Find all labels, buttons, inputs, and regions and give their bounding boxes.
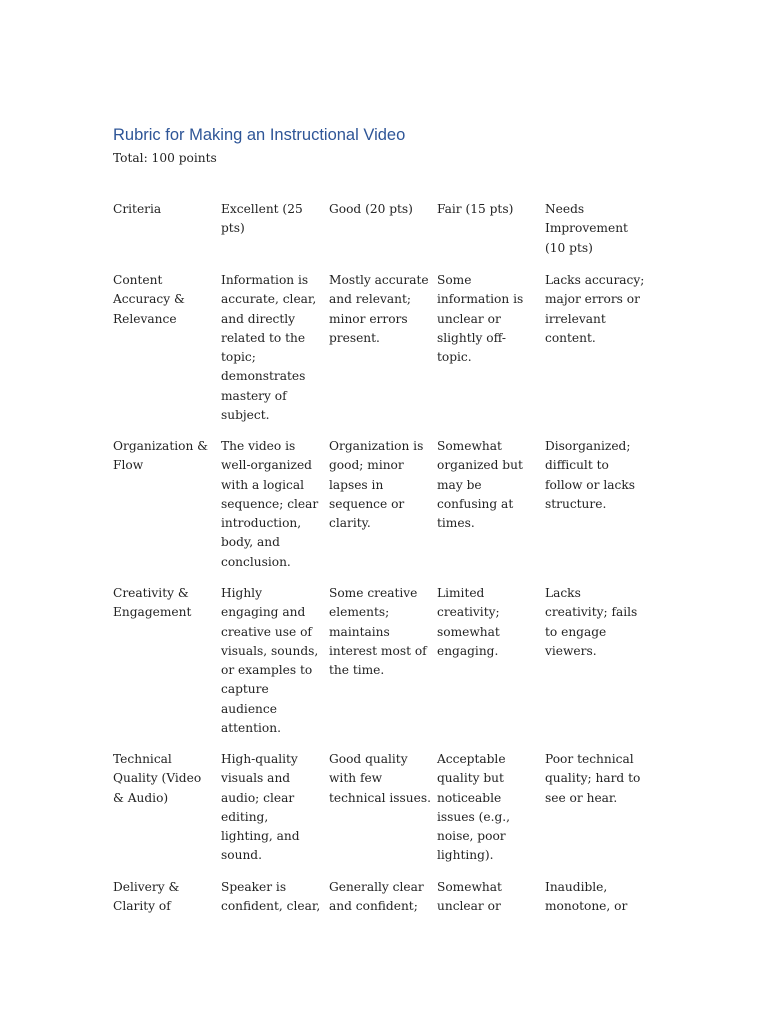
cell-criteria: Creativity & Engagement bbox=[113, 586, 192, 620]
cell-needs-improvement: Lacks creativity; fails to engage viewers. bbox=[545, 586, 638, 658]
cell-fair: Somewhat organized but may be confusing at times. bbox=[437, 439, 523, 531]
cell-criteria: Organization & Flow bbox=[113, 439, 209, 473]
header-needs-improvement: Needs Improvement (10 pts) bbox=[545, 202, 628, 255]
page-title: Rubric for Making an Instructional Video bbox=[113, 126, 406, 144]
table-row bbox=[113, 437, 653, 584]
total-points: Total: 100 points bbox=[113, 151, 217, 165]
cell-needs-improvement: Poor technical quality; hard to see or hear. bbox=[545, 752, 641, 805]
cell-needs-improvement: Inaudible, monotone, or bbox=[545, 880, 628, 914]
table-row bbox=[113, 271, 653, 437]
table-row bbox=[113, 878, 653, 928]
cell-needs-improvement: Disorganized; difficult to follow or lacks structure. bbox=[545, 439, 635, 511]
header-fair: Fair (15 pts) bbox=[437, 202, 514, 216]
table-row bbox=[113, 750, 653, 878]
rubric-table bbox=[113, 200, 653, 928]
cell-good: Good quality with few technical issues. bbox=[329, 752, 431, 805]
cell-criteria: Content Accuracy & Relevance bbox=[113, 273, 185, 326]
cell-excellent: High-quality visuals and audio; clear editing, lighting, and sound. bbox=[221, 752, 300, 863]
cell-fair: Some information is unclear or slightly off-topic. bbox=[437, 273, 524, 365]
cell-good: Generally clear and confident; bbox=[329, 880, 424, 914]
cell-fair: Acceptable quality but noticeable issues (e.g., noise, poor lighting). bbox=[437, 752, 510, 863]
cell-criteria: Technical Quality (Video & Audio) bbox=[113, 752, 202, 805]
table-row bbox=[113, 584, 653, 750]
header-excellent: Excellent (25 pts) bbox=[221, 202, 303, 236]
header-criteria: Criteria bbox=[113, 202, 162, 216]
cell-criteria: Delivery & Clarity of bbox=[113, 880, 180, 914]
header-good: Good (20 pts) bbox=[329, 202, 413, 216]
cell-fair: Limited creativity; somewhat engaging. bbox=[437, 586, 500, 658]
cell-fair: Somewhat unclear or bbox=[437, 880, 502, 914]
cell-good: Organization is good; minor lapses in sequence or clarity. bbox=[329, 439, 424, 531]
table-header-row bbox=[113, 200, 653, 271]
cell-good: Mostly accurate and relevant; minor errors present. bbox=[329, 273, 429, 345]
cell-excellent: Highly engaging and creative use of visuals, sounds, or examples to capture audience attention. bbox=[221, 586, 319, 736]
cell-excellent: The video is well-organized with a logical sequence; clear introduction, body, and conclusion. bbox=[221, 439, 319, 569]
cell-excellent: Information is accurate, clear, and directly related to the topic; demonstrates mastery of subject. bbox=[221, 273, 317, 423]
cell-good: Some creative elements; maintains interest most of the time. bbox=[329, 586, 427, 678]
cell-excellent: Speaker is confident, clear, bbox=[221, 880, 321, 914]
cell-needs-improvement: Lacks accuracy; major errors or irrelevant content. bbox=[545, 273, 645, 345]
